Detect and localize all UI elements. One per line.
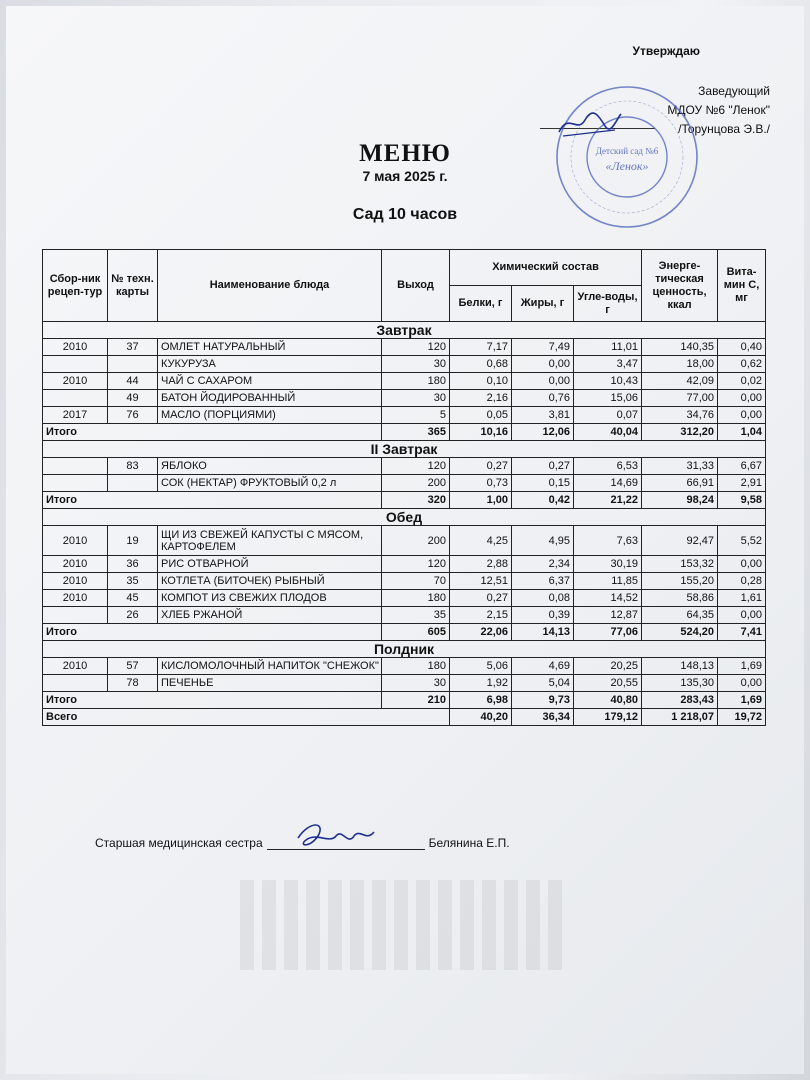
- total-vitamin: 1,04: [718, 424, 766, 441]
- cell-dish-name: КОМПОТ ИЗ СВЕЖИХ ПЛОДОВ: [158, 590, 382, 607]
- cell-carbs: 15,06: [574, 390, 642, 407]
- total-label: Итого: [43, 492, 382, 509]
- section-title: Полдник: [43, 641, 766, 658]
- header-collection: Сбор-ник рецеп-тур: [43, 250, 108, 322]
- cell-yield: 200: [382, 475, 450, 492]
- cell-yield: 200: [382, 526, 450, 556]
- cell-vitamin: 0,00: [718, 675, 766, 692]
- table-row: [43, 373, 766, 390]
- cell-vitamin: 0,62: [718, 356, 766, 373]
- cell-tech-card: 45: [108, 590, 158, 607]
- cell-proteins: 7,17: [450, 339, 512, 356]
- section-row: [43, 441, 766, 458]
- section-row: [43, 509, 766, 526]
- table-row: [43, 556, 766, 573]
- cell-proteins: 1,92: [450, 675, 512, 692]
- cell-energy: 140,35: [642, 339, 718, 356]
- cell-dish-name: ХЛЕБ РЖАНОЙ: [158, 607, 382, 624]
- cell-carbs: 20,55: [574, 675, 642, 692]
- table-row: [43, 339, 766, 356]
- total-vitamin: 9,58: [718, 492, 766, 509]
- cell-fats: 0,27: [512, 458, 574, 475]
- total-vitamin: 7,41: [718, 624, 766, 641]
- cell-energy: 18,00: [642, 356, 718, 373]
- cell-collection: 2010: [43, 526, 108, 556]
- approval-position: Заведующий: [698, 84, 770, 98]
- cell-proteins: 5,06: [450, 658, 512, 675]
- cell-yield: 30: [382, 675, 450, 692]
- cell-collection: 2010: [43, 373, 108, 390]
- cell-energy: 155,20: [642, 573, 718, 590]
- cell-proteins: 0,05: [450, 407, 512, 424]
- cell-vitamin: 0,00: [718, 390, 766, 407]
- cell-carbs: 30,19: [574, 556, 642, 573]
- total-energy: 312,20: [642, 424, 718, 441]
- total-energy: 283,43: [642, 692, 718, 709]
- director-signature: [555, 108, 625, 140]
- cell-carbs: 0,07: [574, 407, 642, 424]
- table-row: [43, 407, 766, 424]
- cell-collection: [43, 458, 108, 475]
- cell-dish-name: ОМЛЕТ НАТУРАЛЬНЫЙ: [158, 339, 382, 356]
- cell-tech-card: [108, 356, 158, 373]
- cell-tech-card: 44: [108, 373, 158, 390]
- table-row: [43, 458, 766, 475]
- header-yield: Выход: [382, 250, 450, 322]
- stamp-center-text-2: «Ленок»: [605, 159, 649, 173]
- cell-tech-card: 37: [108, 339, 158, 356]
- menu-date: 7 мая 2025 г.: [362, 168, 448, 184]
- cell-fats: 0,00: [512, 356, 574, 373]
- table-row: [43, 675, 766, 692]
- total-fats: 0,42: [512, 492, 574, 509]
- cell-energy: 42,09: [642, 373, 718, 390]
- cell-proteins: 0,68: [450, 356, 512, 373]
- cell-yield: 70: [382, 573, 450, 590]
- cell-collection: [43, 675, 108, 692]
- cell-tech-card: 57: [108, 658, 158, 675]
- cell-energy: 64,35: [642, 607, 718, 624]
- cell-collection: [43, 356, 108, 373]
- cell-energy: 148,13: [642, 658, 718, 675]
- cell-vitamin: 0,00: [718, 607, 766, 624]
- header-vitamin: Вита-мин С, мг: [718, 250, 766, 322]
- cell-tech-card: 49: [108, 390, 158, 407]
- cell-vitamin: 6,67: [718, 458, 766, 475]
- grand-total-carbs: 179,12: [574, 709, 642, 726]
- stamp-center-text-1: Детский сад №6: [595, 146, 659, 156]
- header-dish-name: Наименование блюда: [158, 250, 382, 322]
- cell-dish-name: КИСЛОМОЛОЧНЫЙ НАПИТОК "СНЕЖОК": [158, 658, 382, 675]
- cell-tech-card: [108, 475, 158, 492]
- cell-yield: 120: [382, 339, 450, 356]
- cell-carbs: 11,85: [574, 573, 642, 590]
- cell-fats: 7,49: [512, 339, 574, 356]
- nurse-signature: [292, 818, 387, 852]
- cell-dish-name: КОТЛЕТА (БИТОЧЕК) РЫБНЫЙ: [158, 573, 382, 590]
- cell-energy: 58,86: [642, 590, 718, 607]
- cell-collection: [43, 607, 108, 624]
- cell-yield: 30: [382, 356, 450, 373]
- menu-subtitle: Сад 10 часов: [352, 206, 458, 223]
- cell-collection: 2010: [43, 339, 108, 356]
- cell-tech-card: 26: [108, 607, 158, 624]
- page-title: МЕНЮ: [359, 140, 451, 167]
- approval-name: /Торунцова Э.В./: [678, 122, 770, 136]
- cell-fats: 3,81: [512, 407, 574, 424]
- total-row: [43, 692, 766, 709]
- total-proteins: 10,16: [450, 424, 512, 441]
- cell-yield: 30: [382, 390, 450, 407]
- table-row: [43, 356, 766, 373]
- table-row: [43, 475, 766, 492]
- cell-carbs: 12,87: [574, 607, 642, 624]
- cell-fats: 0,76: [512, 390, 574, 407]
- grand-total-fats: 36,34: [512, 709, 574, 726]
- header-proteins: Белки, г: [450, 286, 512, 322]
- cell-proteins: 2,16: [450, 390, 512, 407]
- table-row: [43, 390, 766, 407]
- cell-yield: 35: [382, 607, 450, 624]
- cell-carbs: 6,53: [574, 458, 642, 475]
- cell-tech-card: 36: [108, 556, 158, 573]
- footer-name: Белянина Е.П.: [428, 836, 510, 850]
- cell-collection: 2010: [43, 556, 108, 573]
- cell-vitamin: 0,40: [718, 339, 766, 356]
- cell-fats: 4,69: [512, 658, 574, 675]
- section-title: Завтрак: [43, 322, 766, 339]
- cell-carbs: 11,01: [574, 339, 642, 356]
- cell-yield: 120: [382, 556, 450, 573]
- total-row: [43, 492, 766, 509]
- cell-dish-name: БАТОН ЙОДИРОВАННЫЙ: [158, 390, 382, 407]
- approve-label: Утверждаю: [632, 44, 700, 58]
- cell-yield: 5: [382, 407, 450, 424]
- cell-proteins: 2,88: [450, 556, 512, 573]
- cell-vitamin: 0,00: [718, 556, 766, 573]
- cell-energy: 66,91: [642, 475, 718, 492]
- total-row: [43, 624, 766, 641]
- table-row: [43, 590, 766, 607]
- cell-vitamin: 5,52: [718, 526, 766, 556]
- cell-tech-card: 35: [108, 573, 158, 590]
- total-yield: 320: [382, 492, 450, 509]
- grand-total-label: Всего: [43, 709, 450, 726]
- total-fats: 12,06: [512, 424, 574, 441]
- cell-carbs: 14,52: [574, 590, 642, 607]
- total-carbs: 21,22: [574, 492, 642, 509]
- cell-vitamin: 2,91: [718, 475, 766, 492]
- cell-collection: 2010: [43, 658, 108, 675]
- cell-fats: 2,34: [512, 556, 574, 573]
- cell-energy: 77,00: [642, 390, 718, 407]
- cell-tech-card: 76: [108, 407, 158, 424]
- header-energy: Энерге-тическая ценность, ккал: [642, 250, 718, 322]
- cell-tech-card: 19: [108, 526, 158, 556]
- approval-org: МДОУ №6 "Ленок": [667, 103, 770, 117]
- cell-vitamin: 0,00: [718, 407, 766, 424]
- cell-dish-name: ЩИ ИЗ СВЕЖЕЙ КАПУСТЫ С МЯСОМ, КАРТОФЕЛЕМ: [158, 526, 382, 556]
- show-through-print: [240, 880, 570, 970]
- cell-tech-card: 83: [108, 458, 158, 475]
- cell-carbs: 20,25: [574, 658, 642, 675]
- cell-dish-name: СОК (НЕКТАР) ФРУКТОВЫЙ 0,2 л: [158, 475, 382, 492]
- table-row: [43, 573, 766, 590]
- cell-proteins: 12,51: [450, 573, 512, 590]
- section-row: [43, 322, 766, 339]
- cell-carbs: 10,43: [574, 373, 642, 390]
- total-vitamin: 1,69: [718, 692, 766, 709]
- section-row: [43, 641, 766, 658]
- cell-dish-name: ПЕЧЕНЬЕ: [158, 675, 382, 692]
- cell-fats: 0,08: [512, 590, 574, 607]
- total-yield: 210: [382, 692, 450, 709]
- cell-collection: 2017: [43, 407, 108, 424]
- cell-fats: 0,00: [512, 373, 574, 390]
- cell-dish-name: ЯБЛОКО: [158, 458, 382, 475]
- table-row: [43, 526, 766, 556]
- cell-carbs: 7,63: [574, 526, 642, 556]
- cell-fats: 0,15: [512, 475, 574, 492]
- table-row: [43, 658, 766, 675]
- header-fats: Жиры, г: [512, 286, 574, 322]
- grand-total-vitamin: 19,72: [718, 709, 766, 726]
- cell-fats: 4,95: [512, 526, 574, 556]
- cell-proteins: 0,10: [450, 373, 512, 390]
- cell-dish-name: КУКУРУЗА: [158, 356, 382, 373]
- cell-yield: 180: [382, 590, 450, 607]
- grand-total-energy: 1 218,07: [642, 709, 718, 726]
- cell-energy: 34,76: [642, 407, 718, 424]
- cell-collection: 2010: [43, 573, 108, 590]
- cell-yield: 120: [382, 458, 450, 475]
- cell-proteins: 4,25: [450, 526, 512, 556]
- total-proteins: 6,98: [450, 692, 512, 709]
- cell-energy: 153,32: [642, 556, 718, 573]
- cell-collection: 2010: [43, 590, 108, 607]
- header-tech-card: № техн. карты: [108, 250, 158, 322]
- menu-table: [42, 249, 766, 726]
- total-energy: 98,24: [642, 492, 718, 509]
- total-label: Итого: [43, 624, 382, 641]
- cell-tech-card: 78: [108, 675, 158, 692]
- total-carbs: 77,06: [574, 624, 642, 641]
- cell-vitamin: 1,61: [718, 590, 766, 607]
- total-label: Итого: [43, 424, 382, 441]
- total-proteins: 22,06: [450, 624, 512, 641]
- table-row: [43, 607, 766, 624]
- cell-collection: [43, 475, 108, 492]
- cell-vitamin: 0,02: [718, 373, 766, 390]
- cell-proteins: 2,15: [450, 607, 512, 624]
- cell-energy: 31,33: [642, 458, 718, 475]
- cell-energy: 135,30: [642, 675, 718, 692]
- total-yield: 605: [382, 624, 450, 641]
- cell-vitamin: 0,28: [718, 573, 766, 590]
- total-label: Итого: [43, 692, 382, 709]
- total-carbs: 40,80: [574, 692, 642, 709]
- cell-dish-name: ЧАЙ С САХАРОМ: [158, 373, 382, 390]
- total-energy: 524,20: [642, 624, 718, 641]
- cell-energy: 92,47: [642, 526, 718, 556]
- grand-total-proteins: 40,20: [450, 709, 512, 726]
- cell-dish-name: МАСЛО (ПОРЦИЯМИ): [158, 407, 382, 424]
- total-fats: 14,13: [512, 624, 574, 641]
- cell-proteins: 0,27: [450, 590, 512, 607]
- cell-vitamin: 1,69: [718, 658, 766, 675]
- cell-yield: 180: [382, 658, 450, 675]
- cell-fats: 0,39: [512, 607, 574, 624]
- footer-role: Старшая медицинская сестра: [95, 836, 263, 850]
- cell-collection: [43, 390, 108, 407]
- total-proteins: 1,00: [450, 492, 512, 509]
- total-row: [43, 424, 766, 441]
- cell-proteins: 0,73: [450, 475, 512, 492]
- header-carbs: Угле-воды, г: [574, 286, 642, 322]
- cell-carbs: 3,47: [574, 356, 642, 373]
- cell-fats: 5,04: [512, 675, 574, 692]
- total-yield: 365: [382, 424, 450, 441]
- cell-carbs: 14,69: [574, 475, 642, 492]
- section-title: II Завтрак: [43, 441, 766, 458]
- cell-fats: 6,37: [512, 573, 574, 590]
- header-chemical: Химический состав: [450, 250, 642, 286]
- cell-proteins: 0,27: [450, 458, 512, 475]
- cell-yield: 180: [382, 373, 450, 390]
- cell-dish-name: РИС ОТВАРНОЙ: [158, 556, 382, 573]
- total-carbs: 40,04: [574, 424, 642, 441]
- total-fats: 9,73: [512, 692, 574, 709]
- grand-total-row: [43, 709, 766, 726]
- section-title: Обед: [43, 509, 766, 526]
